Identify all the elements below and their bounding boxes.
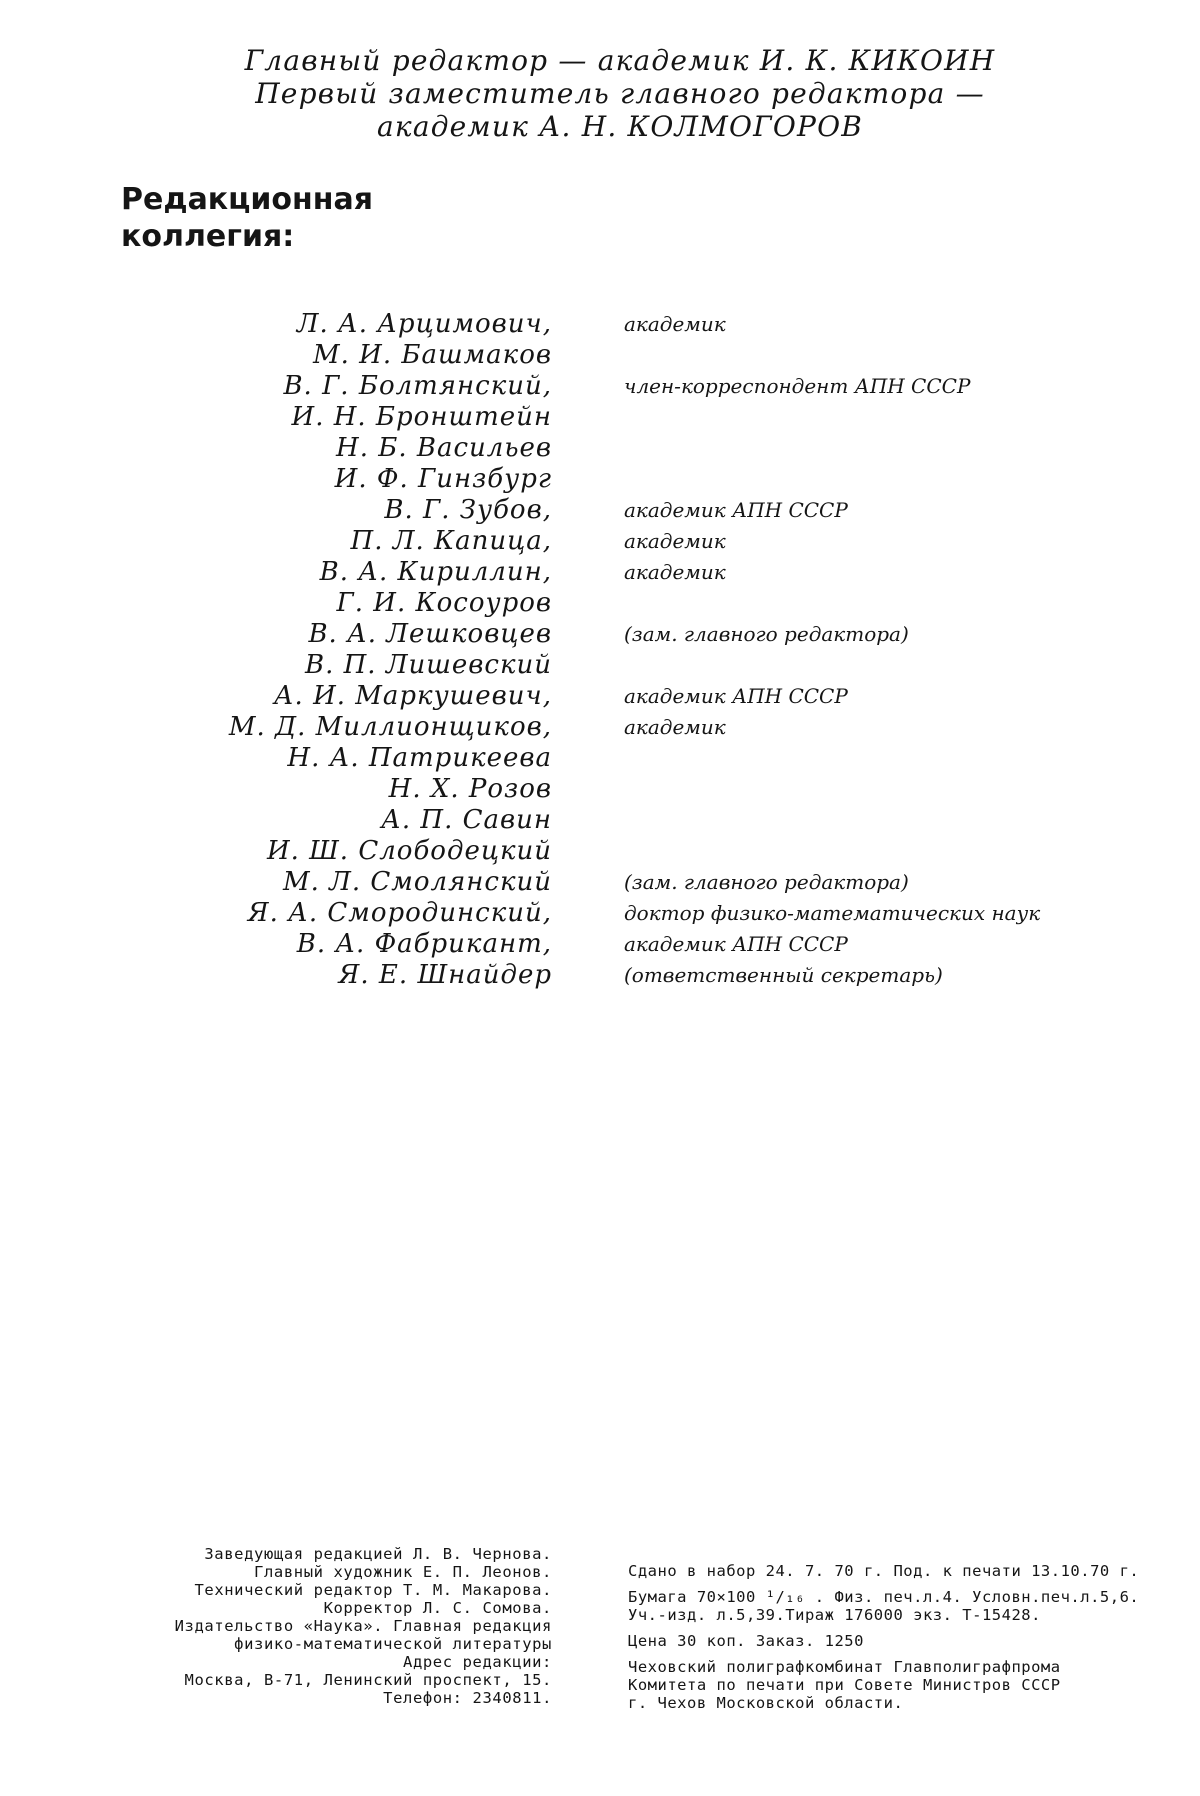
editors-header [0,44,1200,143]
print-run-line: Уч.-изд. л.5,39.Тираж 176000 экз. Т-15428. [628,1606,1041,1624]
board-member-names [180,309,552,991]
board-member-roles [624,309,1184,991]
member-name: М. Л. Смолянский [283,867,552,897]
imprint-line: Москва, В-71, Ленинский проспект, 15. [184,1671,552,1689]
member-name: А. И. Маркушевич, [273,681,552,711]
member-name: П. Л. Капица, [350,526,552,556]
member-role: (зам. главного редактора) [624,622,909,646]
member-role: (зам. главного редактора) [624,870,909,894]
printer-line-2: Комитета по печати при Совете Министров СССР [628,1676,1061,1694]
member-name: М. Д. Миллионщиков, [228,712,552,742]
member-role: академик [624,560,726,584]
member-role [624,650,1184,681]
member-role: член-корреспондент АПН СССР [624,374,971,398]
member-name: Н. Х. Розов [388,774,552,804]
member-role [624,836,1184,867]
imprint-staff-block [90,1545,552,1707]
imprint-line: Издательство «Наука». Главная редакция [174,1617,552,1635]
member-role [624,774,1184,805]
member-role [624,464,1184,495]
member-name: Н. Б. Васильев [336,433,552,463]
member-name: И. Н. Бронштейн [291,402,552,432]
member-role [624,402,1184,433]
printer-line-1: Чеховский полиграфкомбинат Главполиграфпрома [628,1658,1061,1676]
imprint-line: Телефон: 2340811. [383,1689,552,1707]
member-role [624,433,1184,464]
chief-editor-line: Главный редактор — академик И. К. КИКОИН [244,44,996,77]
member-name: В. Г. Болтянский, [283,371,552,401]
member-name: А. П. Савин [381,805,552,835]
board-title-line-2: коллегия: [121,219,295,254]
member-name: В. А. Фабрикант, [296,929,552,959]
member-role: академик АПН СССР [624,932,848,956]
printer-line-3: г. Чехов Московской области. [628,1694,904,1712]
member-name: И. Ф. Гинзбург [334,464,552,494]
imprint-line: Адрес редакции: [403,1653,552,1671]
member-name: Г. И. Косоуров [336,588,552,618]
paper-format-line: Бумага 70×100 ¹/₁₆ . Физ. печ.л.4. Условн.печ.л.5,6. [628,1588,1140,1606]
member-name: В. А. Лешковцев [308,619,552,649]
member-name: Я. А. Смородинский, [247,898,552,928]
member-role [624,805,1184,836]
member-role: академик [624,529,726,553]
member-name: В. П. Лишевский [304,650,552,680]
member-role: академик АПН СССР [624,684,848,708]
first-deputy-name-line: академик А. Н. КОЛМОГОРОВ [377,110,863,143]
member-role: доктор физико-математических наук [624,901,1041,925]
member-role: академик [624,715,726,739]
imprint-line: Технический редактор Т. М. Макарова. [194,1581,552,1599]
member-role: академик АПН СССР [624,498,848,522]
member-name: В. Г. Зубов, [384,495,552,525]
member-role [624,588,1184,619]
imprint-line: Корректор Л. С. Сомова. [323,1599,552,1617]
member-role: академик [624,312,726,336]
first-deputy-line: Первый заместитель главного редактора — [255,77,985,110]
member-name: Л. А. Арцимович, [296,309,552,339]
member-name: М. И. Башмаков [313,340,552,370]
member-name: В. А. Кириллин, [319,557,552,587]
member-name: Н. А. Патрикеева [287,743,552,773]
price-order-line: Цена 30 коп. Заказ. 1250 [628,1632,864,1650]
member-role [624,743,1184,774]
member-name: И. Ш. Слободецкий [266,836,552,866]
member-role: (ответственный секретарь) [624,963,943,987]
member-role [624,340,1184,371]
imprint-line: Заведующая редакцией Л. В. Чернова. [204,1545,552,1563]
member-name: Я. Е. Шнайдер [338,960,552,990]
imprint-printing-block [628,1562,1188,1712]
imprint-line: физико-математической литературы [234,1635,552,1653]
imprint-line: Главный художник Е. П. Леонов. [254,1563,552,1581]
board-title-line-1: Редакционная [121,182,373,217]
print-dates-line: Сдано в набор 24. 7. 70 г. Под. к печати 13.10.70 г. [628,1562,1140,1580]
editorial-board-title [121,181,421,255]
